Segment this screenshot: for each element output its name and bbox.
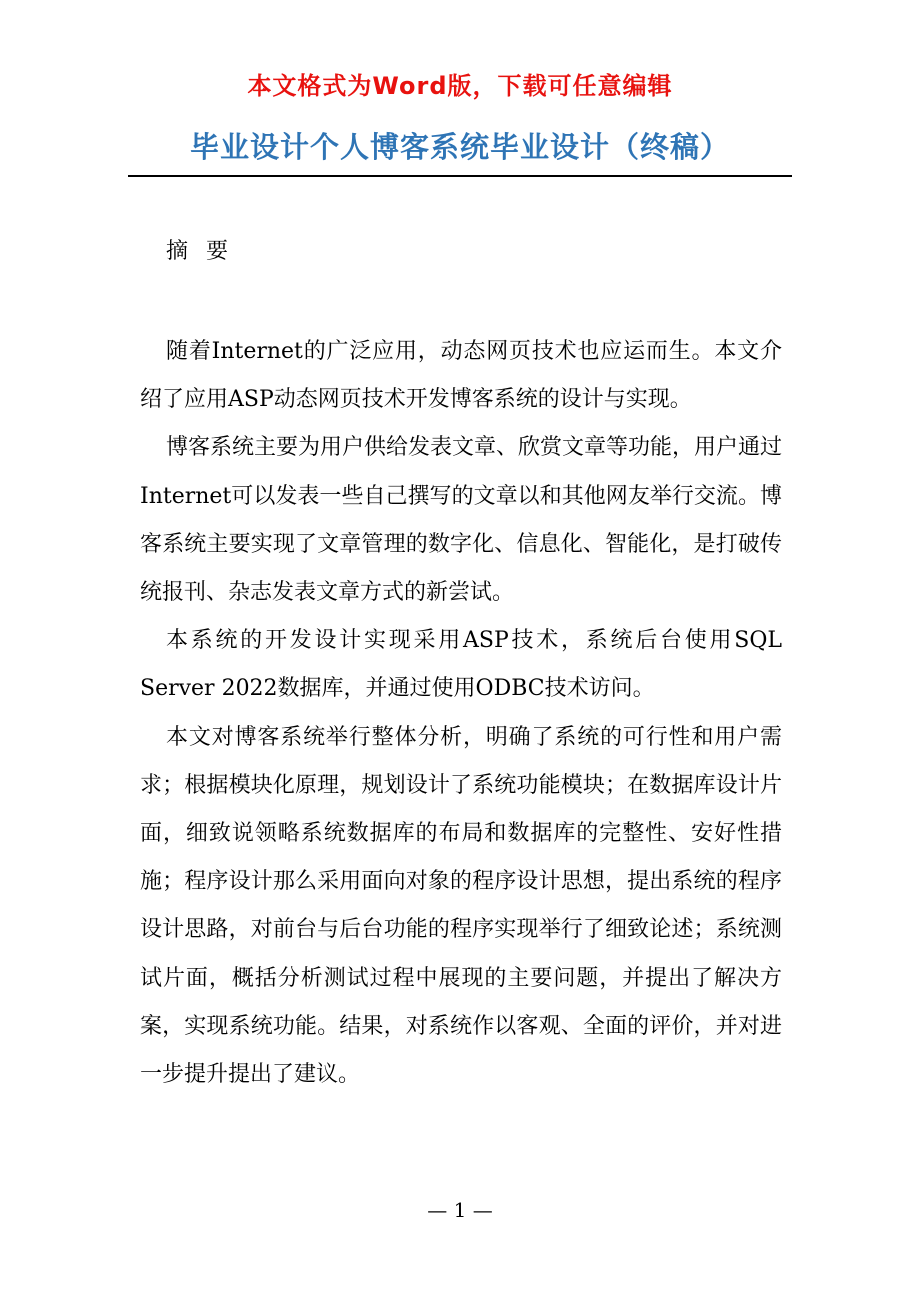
- document-title: 毕业设计个人博客系统毕业设计（终稿）: [189, 130, 730, 164]
- abstract-paragraph: 博客系统主要为用户供给发表文章、欣赏文章等功能，用户通过Internet可以发表一些自己撰写的文章以和其他网友举行交流。博客系统主要实现了文章管理的数字化、信息化、智能化，是打破传统报刊、杂志发表文章方式的新尝试。: [140, 435, 783, 606]
- abstract-paragraph: 本系统的开发设计实现采用ASP技术，系统后台使用SQL Server 2022数据库，并通过使用ODBC技术访问。: [140, 628, 782, 702]
- abstract-paragraph: 随着Internet的广泛应用，动态网页技术也应运而生。本文介绍了应用ASP动态网页技术开发博客系统的设计与实现。: [140, 339, 782, 413]
- abstract-heading: 摘要: [166, 239, 247, 264]
- abstract-paragraph: 本文对博客系统举行整体分析，明确了系统的可行性和用户需求；根据模块化原理，规划设计了系统功能模块；在数据库设计片面，细致说领略系统数据库的布局和数据库的完整性、安好性措施；程序设计那么采用面向对象的程序设计思想，提出系统的程序设计思路，对前台与后台功能的程序实现举行了细致论述；系统测试片面，概括分析测试过程中展现的主要问题，并提出了解决方案，实现系统功能。结果，对系统作以客观、全面的评价，并对进一步提升提出了建议。: [140, 724, 782, 1088]
- format-notice: 本文格式为Word版，下载可任意编辑: [247, 72, 673, 100]
- page-number: — 1 —: [427, 1198, 493, 1222]
- title-underline: [128, 175, 792, 177]
- abstract-body: [140, 328, 782, 1099]
